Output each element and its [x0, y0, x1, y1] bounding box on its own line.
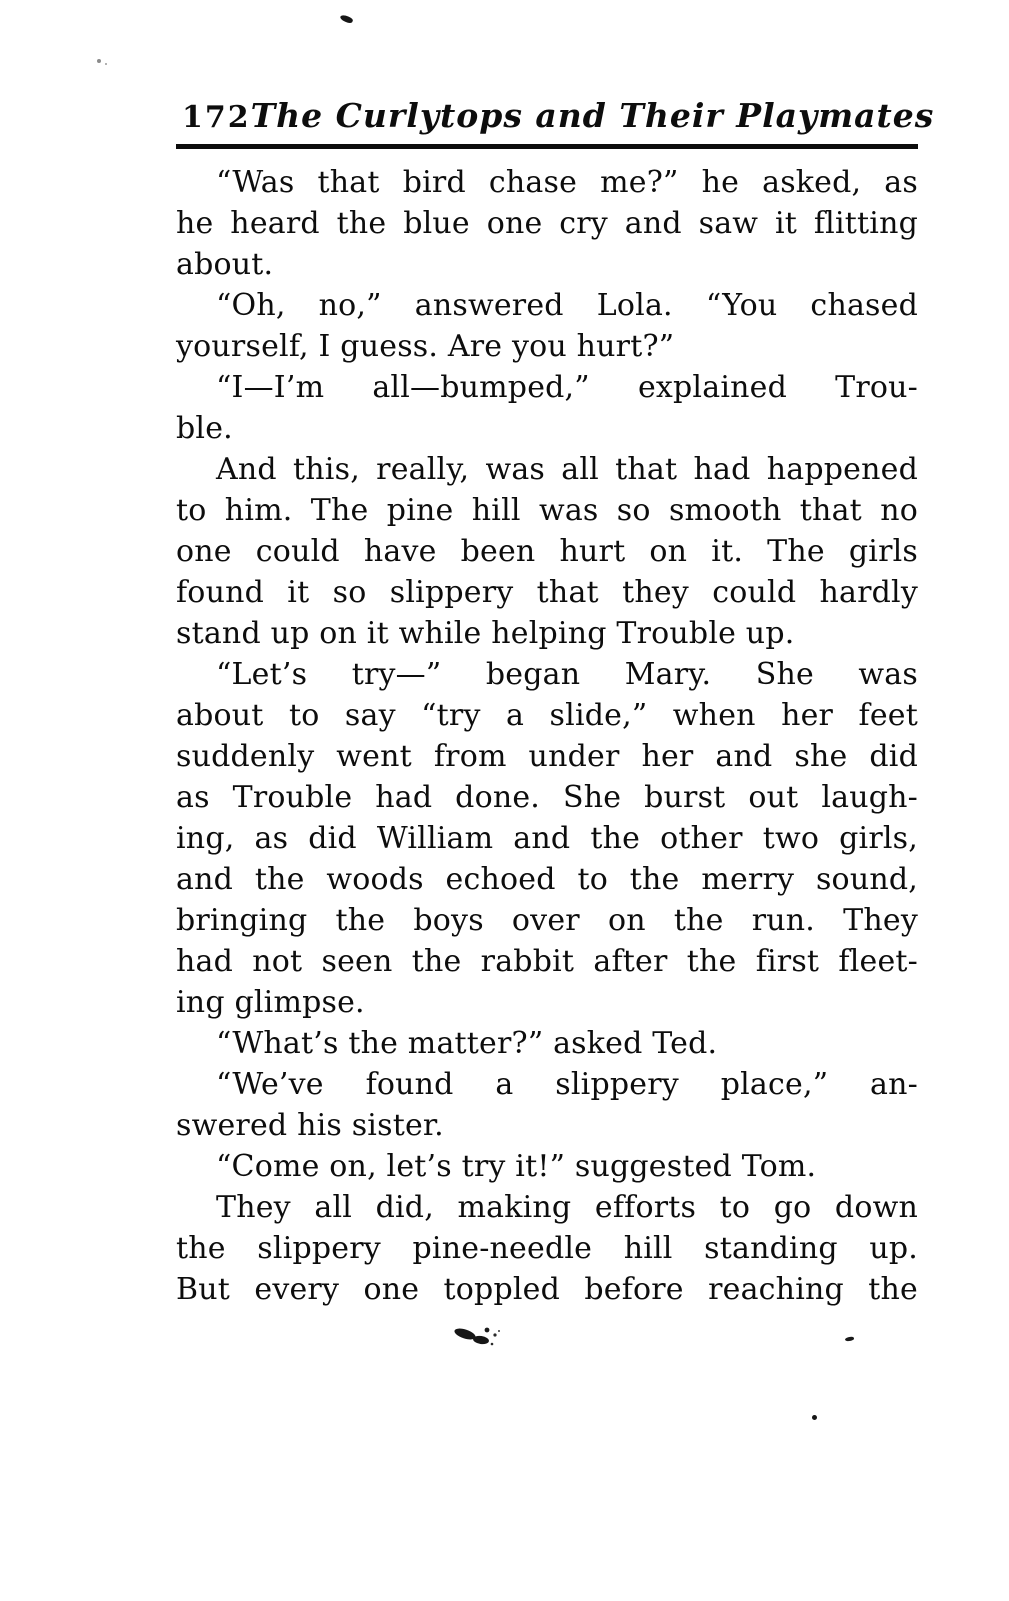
running-title: The Curlytops and Their Playmates	[250, 96, 935, 135]
paragraph	[176, 654, 918, 1023]
text-line: But every one toppled before reaching the	[176, 1272, 918, 1307]
page-header	[176, 96, 935, 149]
paragraph	[176, 162, 918, 285]
ink-specks-left-margin	[97, 59, 101, 63]
ink-dash-right	[845, 1336, 855, 1342]
text-line: as Trouble had done. She burst out laugh-	[176, 780, 918, 815]
text-block	[176, 96, 935, 1310]
text-line: one could have been hurt on it. The girls	[176, 534, 918, 569]
text-line: stand up on it while helping Trouble up.	[176, 616, 795, 651]
text-line: “Was that bird chase me?” he asked, as	[216, 165, 918, 200]
text-line: “Oh, no,” answered Lola. “You chased	[216, 288, 918, 323]
text-line: yourself, I guess. Are you hurt?”	[176, 329, 675, 364]
page-number: 172	[182, 100, 251, 135]
ink-dot-bottom	[812, 1415, 817, 1420]
text-line: about.	[176, 247, 274, 282]
text-line: found it so slippery that they could hardly	[176, 575, 918, 610]
text-line: bringing the boys over on the run. They	[176, 903, 918, 938]
text-line: “What’s the matter?” asked Ted.	[216, 1026, 718, 1061]
text-line: swered his sister.	[176, 1108, 444, 1143]
text-line: suddenly went from under her and she did	[176, 739, 918, 774]
paragraph	[176, 285, 918, 367]
text-line: ing glimpse.	[176, 985, 365, 1020]
ink-smudge-bottom	[451, 1323, 503, 1349]
paragraph	[176, 1146, 918, 1187]
paragraph	[176, 367, 918, 449]
text-line: “Come on, let’s try it!” suggested Tom.	[216, 1149, 817, 1184]
paragraph	[176, 449, 918, 654]
paragraph	[176, 1064, 918, 1146]
paragraph	[176, 1187, 918, 1310]
text-line: to him. The pine hill was so smooth that no	[176, 493, 918, 528]
text-line: and the woods echoed to the merry sound,	[176, 862, 918, 897]
text-line: “We’ve found a slippery place,” an-	[216, 1067, 918, 1102]
text-line: And this, really, was all that had happened	[216, 452, 918, 487]
ink-smudge-shape	[451, 1323, 503, 1349]
text-line: about to say “try a slide,” when her feet	[176, 698, 918, 733]
text-line: “Let’s try—” began Mary. She was	[216, 657, 918, 692]
text-line: had not seen the rabbit after the first fleet-	[176, 944, 918, 979]
text-line: ing, as did William and the other two girls,	[176, 821, 918, 856]
ink-speck-top	[339, 14, 353, 25]
paragraph	[176, 1023, 918, 1064]
page-body	[176, 162, 918, 1310]
text-line: They all did, making efforts to go down	[216, 1190, 918, 1225]
text-line: ble.	[176, 411, 233, 446]
text-line: “I—I’m all—bumped,” explained Trou-	[216, 370, 918, 405]
text-line: he heard the blue one cry and saw it flitting	[176, 206, 918, 241]
text-line: the slippery pine-needle hill standing up.	[176, 1231, 918, 1266]
